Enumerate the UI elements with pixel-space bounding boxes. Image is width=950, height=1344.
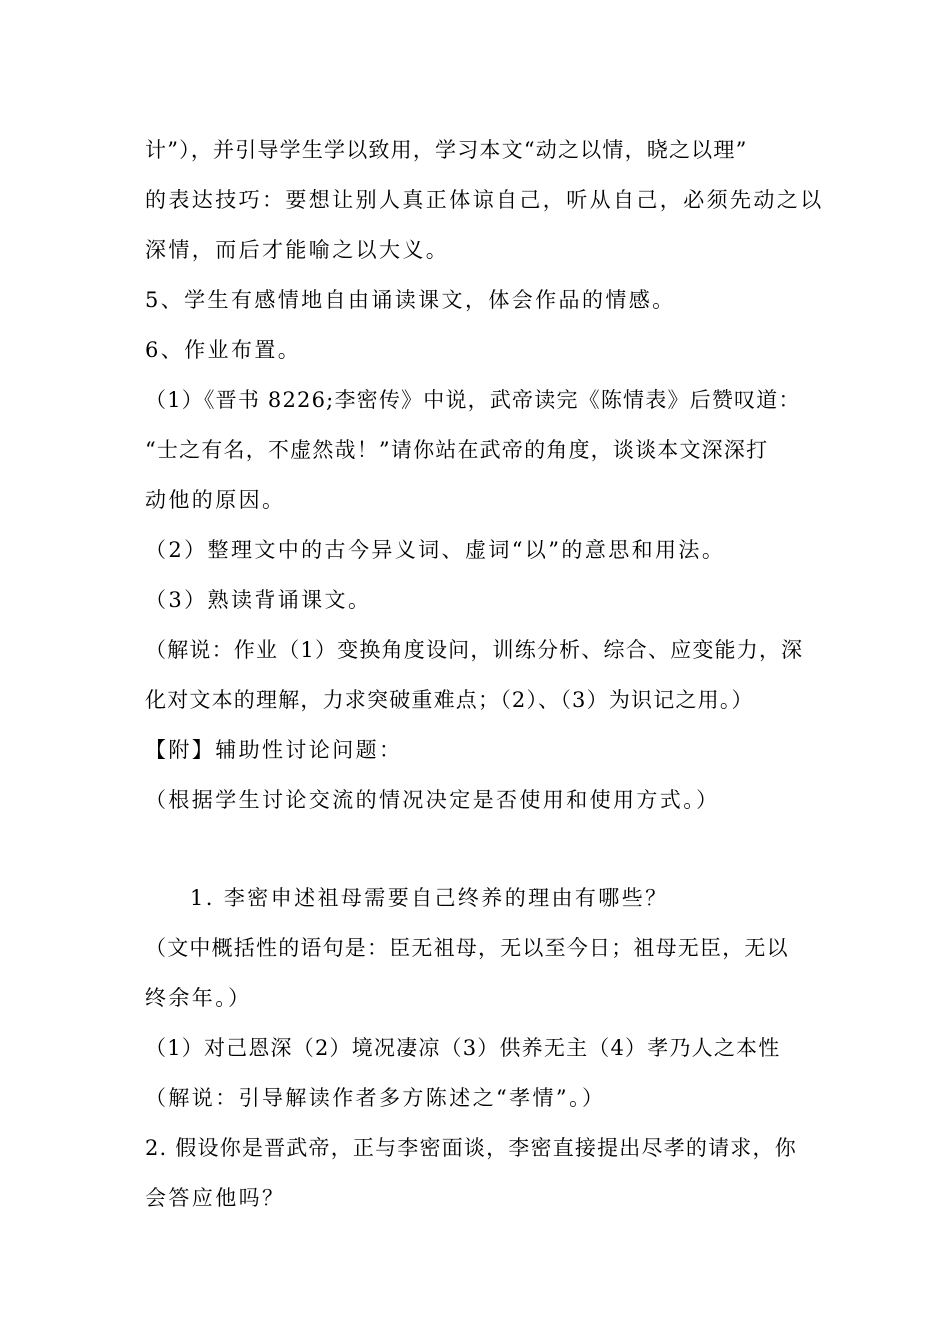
appendix-heading: 【附】辅助性讨论问题： bbox=[145, 738, 403, 762]
explanation-text: （解说：作业（1）变换角度设问，训练分析、综合、应变能力，深 bbox=[145, 638, 804, 662]
text-line: （根据学生讨论交流的情况决定是否使用和使用方式。） bbox=[145, 788, 720, 812]
list-item: 5、学生有感情地自由诵读课文，体会作品的情感。 bbox=[145, 288, 676, 312]
text-line: 的表达技巧：要想让别人真正体谅自己，听从自己，必须先动之以 bbox=[145, 188, 824, 212]
question-item: 2. 假设你是晋武帝，正与李密面谈，李密直接提出尽孝的请求，你 bbox=[145, 1136, 797, 1160]
text-line: 计”），并引导学生学以致用，学习本文“动之以情，晓之以理” bbox=[145, 138, 748, 162]
text-line: “士之有名，不虚然哉！”请你站在武帝的角度，谈谈本文深深打 bbox=[145, 438, 769, 462]
assignment-item: （1）《晋书 8226;李密传》中说，武帝读完《陈情表》后赞叹道： bbox=[145, 388, 801, 412]
text-line: （文中概括性的语句是：臣无祖母，无以至今日；祖母无臣，无以 bbox=[145, 936, 789, 960]
text-line: 动他的原因。 bbox=[145, 488, 286, 512]
assignment-item: （2）整理文中的古今异义词、虚词“以”的意思和用法。 bbox=[145, 538, 726, 562]
text-line: 终余年。） bbox=[145, 986, 252, 1010]
question-item: 1. 李密申述祖母需要自己终养的理由有哪些？ bbox=[190, 886, 669, 910]
explanation-text: （解说：引导解读作者多方陈述之“孝情”。） bbox=[145, 1086, 606, 1110]
explanation-text: 化对文本的理解，力求突破重难点；（2）、（3）为识记之用。） bbox=[145, 688, 754, 712]
text-line: 深情，而后才能喻之以大义。 bbox=[145, 238, 450, 262]
assignment-item: （3）熟读背诵课文。 bbox=[145, 588, 372, 612]
list-item: 6、作业布置。 bbox=[145, 338, 302, 362]
text-line: （1）对己恩深（2）境况凄凉（3）供养无主（4）孝乃人之本性 bbox=[145, 1036, 781, 1060]
text-line: 会答应他吗？ bbox=[145, 1186, 286, 1210]
